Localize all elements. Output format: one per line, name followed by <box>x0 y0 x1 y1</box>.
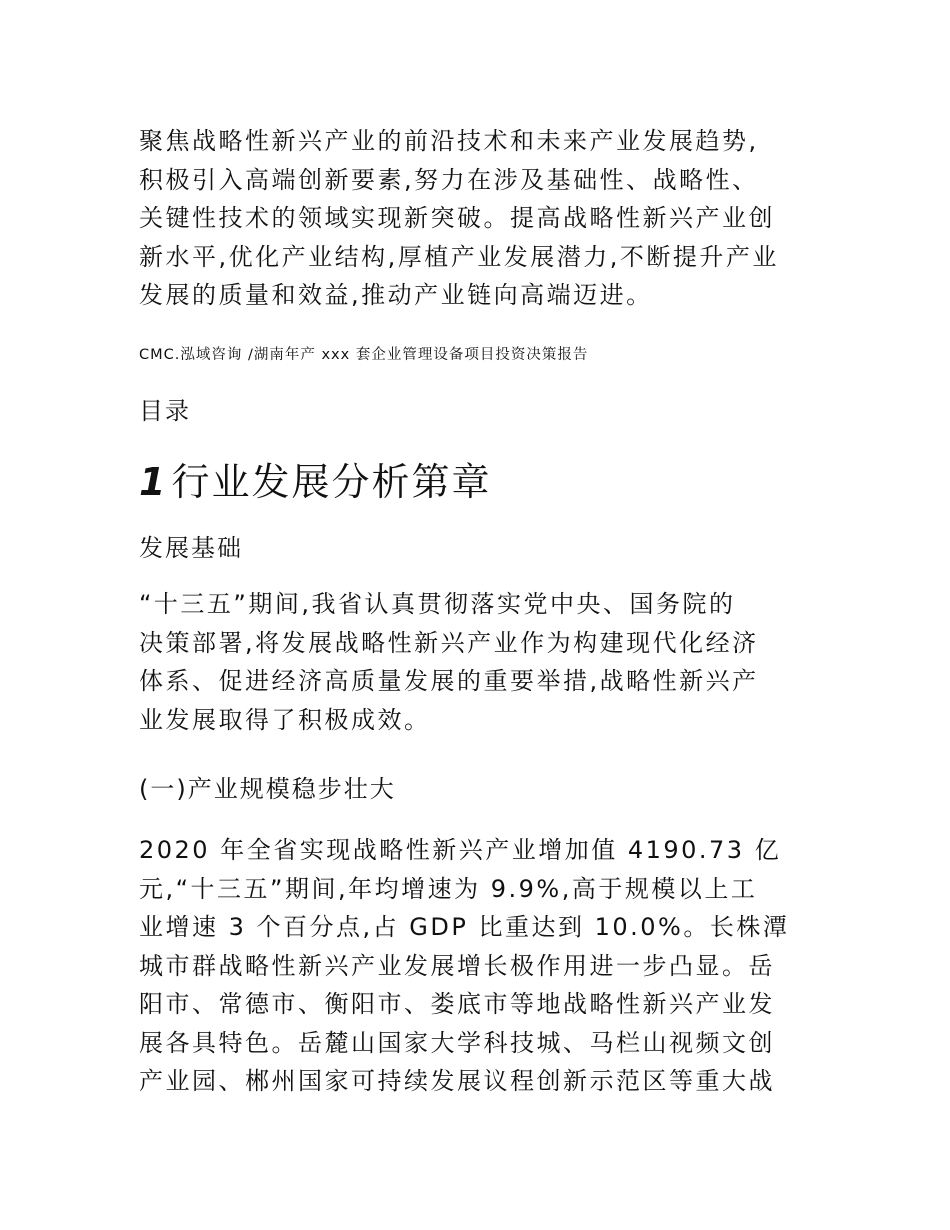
body-line: 元,“十三五”期间,年均增速为 9.9%,高于规模以上工 <box>139 874 758 903</box>
body-paragraph <box>139 585 819 739</box>
body-line: 2020 年全省实现战略性新兴产业增加值 4190.73 亿 <box>139 836 782 864</box>
body-line: 城市群战略性新兴产业发展增长极作用进一步凸显。岳 <box>139 951 775 980</box>
body-line: 阳市、常德市、衡阳市、娄底市等地战略性新兴产业发 <box>139 990 775 1018</box>
subsection-heading: (一)产业规模稳步壮大 <box>139 775 396 803</box>
intro-line: 聚焦战略性新兴产业的前沿技术和未来产业发展趋势, <box>139 127 759 155</box>
chapter-number: 1 <box>139 460 168 504</box>
body-line: 决策部署,将发展战略性新兴产业作为构建现代化经济 <box>139 628 759 657</box>
body-line: “十三五”期间,我省认真贯彻落实党中央、国务院的 <box>139 590 736 618</box>
body-line: 展各具特色。岳麓山国家大学科技城、马栏山视频文创 <box>139 1028 775 1057</box>
body-paragraph <box>139 831 819 1101</box>
intro-line: 新水平,优化产业结构,厚植产业发展潜力,不断提升产业 <box>139 242 779 271</box>
intro-line: 积极引入高端创新要素,努力在涉及基础性、战略性、 <box>139 165 759 194</box>
body-line: 业增速 3 个百分点,占 GDP 比重达到 10.0%。长株潭 <box>139 913 790 941</box>
body-line: 体系、促进经济高质量发展的重要举措,战略性新兴产 <box>139 667 759 695</box>
toc-title: 目录 <box>139 397 191 425</box>
intro-paragraph <box>139 122 819 315</box>
chapter-heading <box>139 451 491 506</box>
intro-line: 关键性技术的领域实现新突破。提高战略性新兴产业创 <box>139 204 775 232</box>
section-heading: 发展基础 <box>139 534 243 562</box>
chapter-title: 行业发展分析第章 <box>171 460 492 504</box>
body-line: 产业园、郴州国家可持续发展议程创新示范区等重大战 <box>139 1067 775 1095</box>
intro-line: 发展的质量和效益,推动产业链向高端迈进。 <box>139 281 653 309</box>
running-header: CMC.泓域咨询 /湖南年产 xxx 套企业管理设备项目投资决策报告 <box>139 347 589 363</box>
body-line: 业发展取得了积极成效。 <box>139 705 431 734</box>
